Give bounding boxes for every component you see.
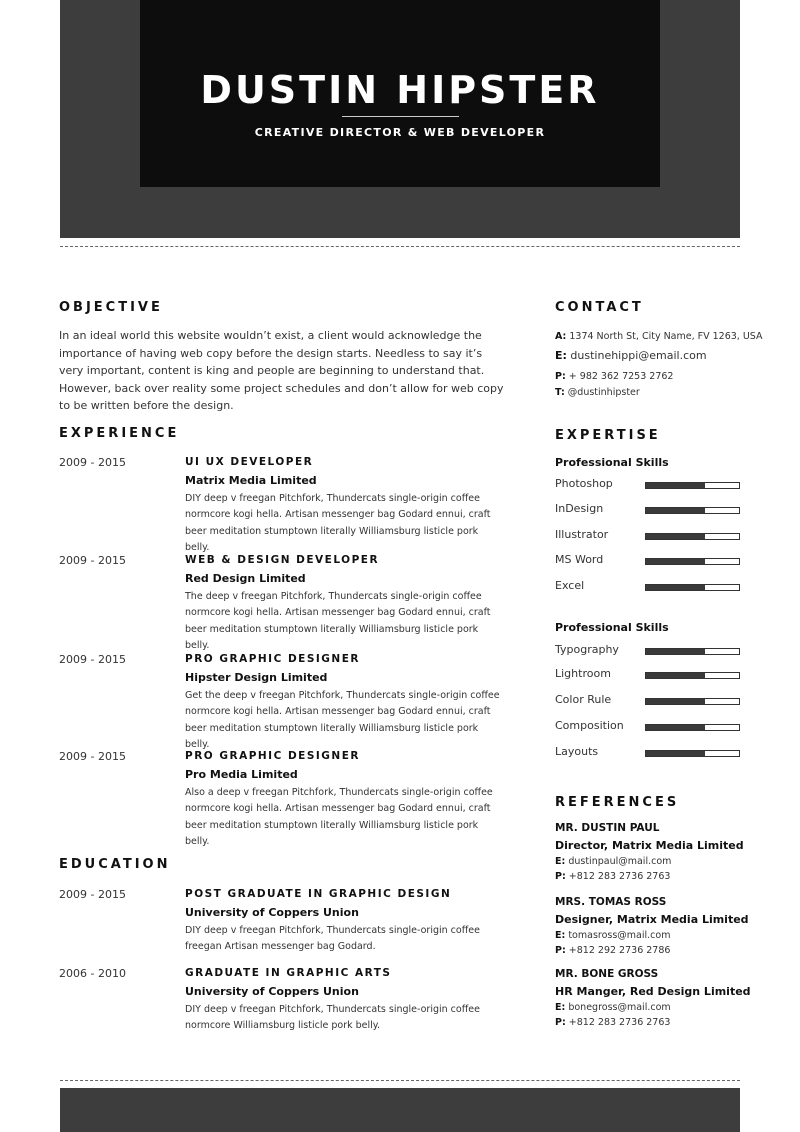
skill-row	[555, 528, 740, 544]
entry-desc: DIY deep v freegan Pitchfork, Thundercats single-origin coffee normcore kogi hella. Artisan messenger bag Godard ennui, craft beer meditation stumptown literally Williamsburg listicle pork belly.	[185, 493, 491, 553]
skill-bar	[645, 558, 740, 565]
skill-name: MS Word	[555, 553, 604, 566]
skill-name: Color Rule	[555, 693, 612, 706]
skill-row	[555, 579, 740, 595]
education-title: EDUCATION	[59, 857, 171, 872]
references-title: REFERENCES	[555, 795, 680, 810]
bottom-divider	[60, 1080, 740, 1081]
skill-name: Illustrator	[555, 528, 609, 541]
twitter-value: @dustinhipster	[567, 387, 640, 398]
entry-date: 2009 - 2015	[59, 750, 126, 763]
entry-org: Pro Media Limited	[185, 768, 298, 781]
skill-bar	[645, 507, 740, 514]
skill-row	[555, 745, 740, 761]
phone-label: P:	[555, 945, 566, 956]
contact-twitter	[555, 387, 640, 398]
experience-entry	[59, 554, 509, 651]
skills-heading: Professional Skills	[555, 621, 669, 634]
skill-bar-fill	[646, 585, 705, 590]
objective-title: OBJECTIVE	[59, 300, 163, 315]
reference-name: MRS. TOMAS ROSS	[555, 896, 667, 908]
reference-phone	[555, 945, 670, 956]
skill-bar	[645, 648, 740, 655]
reference-entry	[555, 968, 751, 1038]
experience-entry	[59, 653, 509, 750]
email-value: bonegross@mail.com	[568, 1002, 671, 1013]
email-value: tomasross@mail.com	[568, 930, 671, 941]
experience-title: EXPERIENCE	[59, 426, 180, 441]
skill-bar	[645, 533, 740, 540]
skills-heading: Professional Skills	[555, 456, 669, 469]
objective-text: In an ideal world this website wouldn’t exist, a client would acknowledge the importance of having web copy before the design starts. Needless to say it’s very important, content is king and people are beginning to understand that. However, back over reality some project schedules and don’t allow for web copy to be written before the design.	[59, 329, 504, 412]
skill-bar-fill	[646, 508, 705, 513]
entry-desc: Also a deep v freegan Pitchfork, Thundercats single-origin coffee normcore kogi hella. Artisan messenger bag Godard ennui, craft beer meditation stumptown literally Williamsburg listicle pork belly.	[185, 787, 493, 847]
skill-row	[555, 667, 740, 683]
skill-bar	[645, 482, 740, 489]
reference-name: MR. BONE GROSS	[555, 968, 659, 980]
skill-bar	[645, 724, 740, 731]
reference-title: Designer, Matrix Media Limited	[555, 913, 749, 926]
skill-name: Photoshop	[555, 477, 613, 490]
entry-org: University of Coppers Union	[185, 985, 359, 998]
skill-name: InDesign	[555, 502, 604, 515]
education-entry	[59, 888, 509, 958]
skill-bar-fill	[646, 483, 705, 488]
reference-phone	[555, 1017, 670, 1028]
skill-row	[555, 477, 740, 493]
person-role: CREATIVE DIRECTOR & WEB DEVELOPER	[254, 126, 546, 139]
skill-bar-fill	[646, 649, 705, 654]
skill-name: Composition	[555, 719, 624, 732]
experience-entry	[59, 750, 509, 847]
address-label: A:	[555, 331, 567, 342]
contact-address	[555, 331, 763, 342]
skill-bar	[645, 750, 740, 757]
phone-value: + 982 362 7253 2762	[568, 371, 674, 382]
entry-desc: The deep v freegan Pitchfork, Thundercats single-origin coffee normcore kogi hella. Artisan messenger bag Godard ennui, craft beer meditation stumptown literally Williamsburg listicle pork belly.	[185, 591, 491, 651]
header-box	[140, 0, 660, 187]
reference-phone	[555, 871, 670, 882]
skill-name: Typography	[555, 643, 619, 656]
entry-role: UI UX DEVELOPER	[185, 456, 314, 468]
entry-org: Matrix Media Limited	[185, 474, 317, 487]
top-divider	[60, 246, 740, 247]
skill-bar	[645, 584, 740, 591]
education-entry	[59, 967, 509, 1037]
entry-org: Hipster Design Limited	[185, 671, 328, 684]
skill-name: Layouts	[555, 745, 599, 758]
entry-date: 2009 - 2015	[59, 456, 126, 469]
footer-band	[60, 1088, 740, 1132]
email-value: dustinehippi@email.com	[570, 349, 707, 362]
entry-desc: DIY deep v freegan Pitchfork, Thundercats single-origin coffee freegan Artisan messenger bag Godard.	[185, 925, 480, 953]
expertise-title: EXPERTISE	[555, 428, 661, 443]
reference-entry	[555, 822, 744, 892]
skill-row	[555, 693, 740, 709]
phone-label: P:	[555, 1017, 566, 1028]
phone-value: +812 292 2736 2786	[568, 945, 671, 956]
skill-bar-fill	[646, 725, 705, 730]
entry-role: GRADUATE IN GRAPHIC ARTS	[185, 967, 392, 979]
contact-title: CONTACT	[555, 300, 644, 315]
entry-date: 2009 - 2015	[59, 554, 126, 567]
email-label: E:	[555, 856, 566, 867]
skill-row	[555, 719, 740, 735]
phone-label: P:	[555, 871, 566, 882]
contact-email	[555, 349, 707, 362]
reference-title: HR Manger, Red Design Limited	[555, 985, 751, 998]
reference-email	[555, 856, 671, 867]
entry-role: POST GRADUATE IN GRAPHIC DESIGN	[185, 888, 452, 900]
reference-email	[555, 930, 670, 941]
reference-email	[555, 1002, 671, 1013]
entry-date: 2009 - 2015	[59, 653, 126, 666]
email-value: dustinpaul@mail.com	[568, 856, 672, 867]
skill-row	[555, 643, 740, 659]
phone-label: P:	[555, 371, 566, 382]
skill-name: Excel	[555, 579, 585, 592]
entry-org: University of Coppers Union	[185, 906, 359, 919]
skill-bar	[645, 698, 740, 705]
experience-entry	[59, 456, 509, 553]
skill-bar-fill	[646, 673, 705, 678]
entry-date: 2009 - 2015	[59, 888, 126, 901]
skill-bar-fill	[646, 751, 705, 756]
email-label: E:	[555, 349, 567, 362]
entry-role: PRO GRAPHIC DESIGNER	[185, 653, 360, 665]
skill-row	[555, 553, 740, 569]
phone-value: +812 283 2736 2763	[568, 871, 671, 882]
entry-org: Red Design Limited	[185, 572, 306, 585]
entry-desc: Get the deep v freegan Pitchfork, Thundercats single-origin coffee normcore kogi hella. Artisan messenger bag Godard ennui, craft beer meditation stumptown literally Williamsburg listicle pork belly.	[185, 690, 500, 750]
skill-bar-fill	[646, 699, 705, 704]
twitter-label: T:	[555, 387, 565, 398]
email-label: E:	[555, 1002, 566, 1013]
entry-desc: DIY deep v freegan Pitchfork, Thundercats single-origin coffee normcore Williamsburg listicle pork belly.	[185, 1004, 480, 1032]
skill-name: Lightroom	[555, 667, 611, 680]
email-label: E:	[555, 930, 566, 941]
address-value: 1374 North St, City Name, FV 1263, USA	[569, 331, 763, 342]
name-underline	[342, 116, 459, 117]
person-name: DUSTIN HIPSTER	[200, 68, 600, 112]
skill-row	[555, 502, 740, 518]
entry-date: 2006 - 2010	[59, 967, 126, 980]
skill-bar	[645, 672, 740, 679]
contact-phone	[555, 371, 673, 382]
skill-bar-fill	[646, 559, 705, 564]
phone-value: +812 283 2736 2763	[568, 1017, 671, 1028]
skill-bar-fill	[646, 534, 705, 539]
reference-title: Director, Matrix Media Limited	[555, 839, 744, 852]
entry-role: PRO GRAPHIC DESIGNER	[185, 750, 360, 762]
reference-name: MR. DUSTIN PAUL	[555, 822, 660, 834]
reference-entry	[555, 896, 749, 966]
entry-role: WEB & DESIGN DEVELOPER	[185, 554, 380, 566]
